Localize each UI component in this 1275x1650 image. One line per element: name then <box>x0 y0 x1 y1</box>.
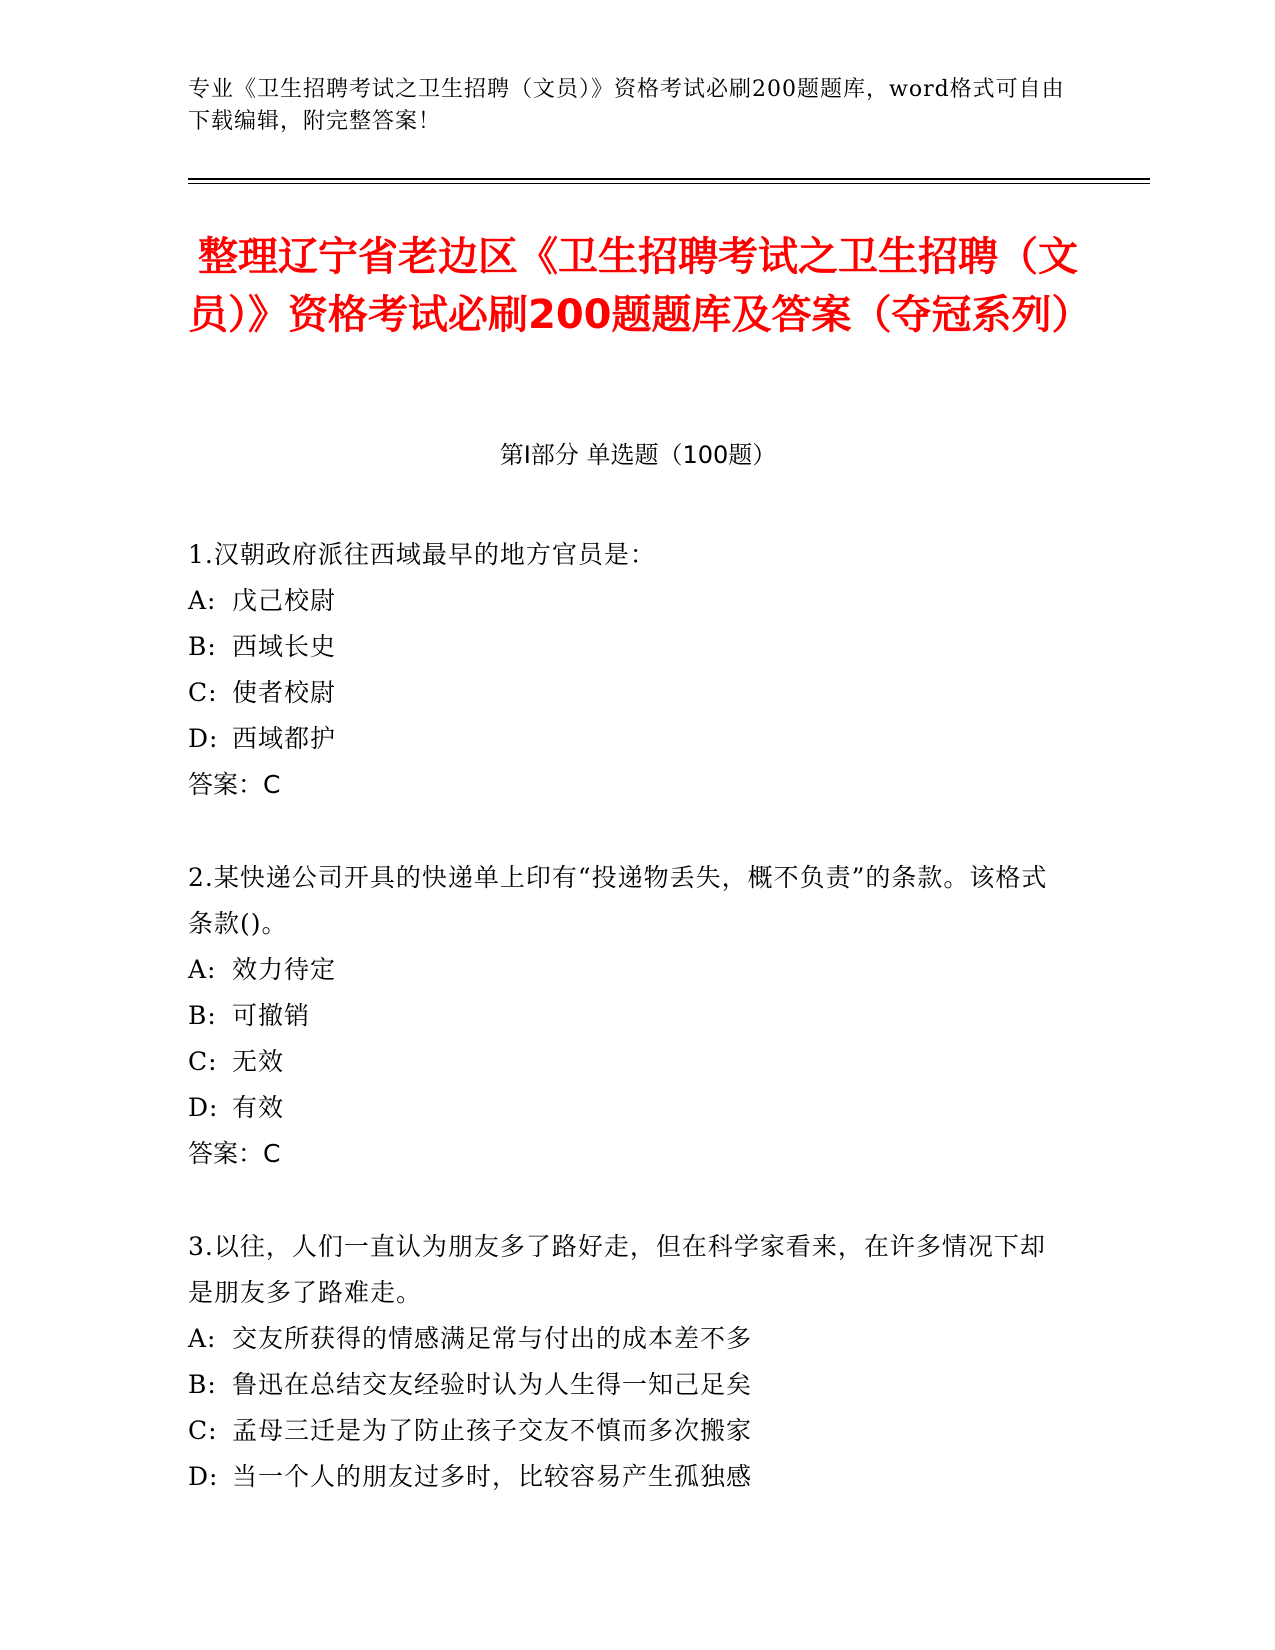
option-text: 有效 <box>232 1093 285 1122</box>
option-letter: C: <box>188 1047 218 1076</box>
option-letter: C: <box>188 678 218 707</box>
option-letter: B: <box>188 1001 217 1030</box>
question-3 <box>188 1224 1068 1500</box>
question-stem: 2.某快递公司开具的快递单上印有“投递物丢失，概不负责”的条款。该格式条款()。 <box>188 863 1048 938</box>
option-text: 孟母三迁是为了防止孩子交友不慎而多次搬家 <box>232 1416 753 1445</box>
option-text: 鲁迅在总结交友经验时认为人生得一知己足矣 <box>232 1370 753 1399</box>
option-d <box>188 1454 1068 1500</box>
header-note: 专业《卫生招聘考试之卫生招聘（文员）》资格考试必刷200题题库，word格式可自由下载编辑，附完整答案！ <box>188 77 1065 134</box>
option-b <box>188 1362 1068 1408</box>
option-letter: D: <box>188 1093 219 1122</box>
option-b <box>188 624 1068 670</box>
option-text: 效力待定 <box>232 955 337 984</box>
option-text: 西域长史 <box>232 632 337 661</box>
option-letter: B: <box>188 1370 217 1399</box>
header-rule-thin <box>188 183 1150 184</box>
question-stem: 3.以往，人们一直认为朋友多了路好走，但在科学家看来，在许多情况下却是朋友多了路难走。 <box>188 1232 1046 1307</box>
option-text: 使者校尉 <box>232 678 337 707</box>
question-stem: 1.汉朝政府派往西域最早的地方官员是： <box>188 540 656 569</box>
option-a <box>188 1316 1068 1362</box>
question-list <box>188 532 1068 1547</box>
option-c <box>188 1039 1068 1085</box>
option-text: 戊己校尉 <box>232 586 337 615</box>
option-letter: C: <box>188 1416 218 1445</box>
option-letter: A: <box>188 1324 217 1353</box>
option-text: 交友所获得的情感满足常与付出的成本差不多 <box>232 1324 753 1353</box>
option-d <box>188 1085 1068 1131</box>
option-text: 无效 <box>232 1047 285 1076</box>
option-text: 西域都护 <box>232 724 337 753</box>
option-text: 当一个人的朋友过多时，比较容易产生孤独感 <box>232 1462 753 1491</box>
option-letter: D: <box>188 1462 219 1491</box>
option-letter: B: <box>188 632 217 661</box>
document-title: 整理辽宁省老边区《卫生招聘考试之卫生招聘（文员）》资格考试必刷200题题库及答案（夺冠系列） <box>188 234 1092 338</box>
question-1 <box>188 532 1068 808</box>
option-letter: A: <box>188 955 217 984</box>
section-title: 第Ⅰ部分 单选题（100题） <box>499 441 777 469</box>
option-b <box>188 993 1068 1039</box>
answer-line: 答案：C <box>188 1139 281 1168</box>
option-c <box>188 670 1068 716</box>
option-text: 可撤销 <box>232 1001 311 1030</box>
answer-line: 答案：C <box>188 770 281 799</box>
option-letter: D: <box>188 724 219 753</box>
option-a <box>188 578 1068 624</box>
header-rule-thick <box>188 178 1150 180</box>
option-c <box>188 1408 1068 1454</box>
option-d <box>188 716 1068 762</box>
option-a <box>188 947 1068 993</box>
question-2 <box>188 855 1068 1177</box>
option-letter: A: <box>188 586 217 615</box>
